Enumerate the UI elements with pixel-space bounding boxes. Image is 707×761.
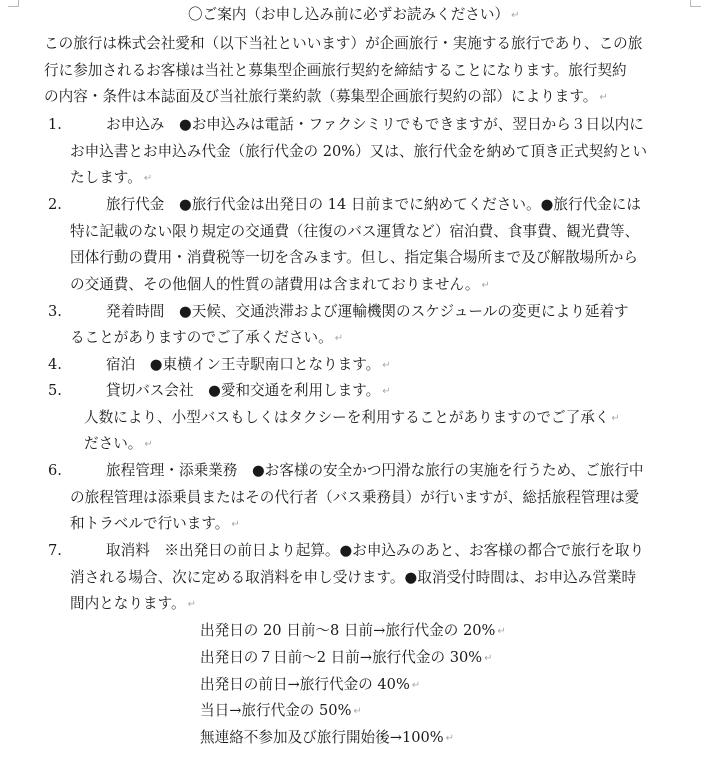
- paragraph-mark-icon: ↵: [481, 280, 490, 291]
- paragraph-mark-icon: ↵: [445, 733, 455, 744]
- list-item-line: [70, 594, 196, 614]
- item-text: 団体行動の費用・消費税等一切を含みます。但し、指定集合場所まで及び解散場所から: [70, 249, 638, 266]
- paragraph-mark-icon: ↵: [382, 386, 391, 397]
- paragraph-mark-icon: ↵: [353, 706, 362, 717]
- list-item-line: [106, 355, 391, 375]
- item-text: 貸切バス会社 ●愛和交通を利用します。: [106, 382, 381, 399]
- item-text: の交通費、その他個人的性質の諸費用は含まれておりません。: [70, 276, 480, 293]
- paragraph-mark-icon: ↵: [187, 599, 196, 610]
- list-item-line: [70, 514, 240, 534]
- list-item-number: 1.: [48, 116, 62, 133]
- intro-text: の内容・条件は本誌面及び当社旅行業約款（募集型企画旅行契約の部）によります。: [44, 88, 598, 105]
- intro-text: 行に参加されるお客様は当社と募集型企画旅行契約を締結することになります。旅行契約: [44, 62, 627, 79]
- item-text: の旅程管理は添乗員またはその代行者（バス乗務員）が行いますが、総括旅程管理は愛: [70, 489, 640, 506]
- item-text: お申込み ●お申込みは電話・ファクシミリでもできますが、翌日から３日以内に: [106, 116, 644, 133]
- item-text: ださい。: [84, 435, 143, 452]
- fee-text: 出発日の前日→旅行代金の 40%: [200, 676, 410, 693]
- paragraph-mark-icon: ↵: [144, 439, 153, 450]
- paragraph-mark-icon: ↵: [599, 92, 608, 103]
- item-text: 消される場合、次に定める取消料を申し受けます。●取消受付時間は、お申込み営業時: [70, 569, 637, 586]
- paragraph-mark-icon: ↵: [231, 519, 240, 530]
- cancellation-fee-line: [200, 701, 362, 721]
- list-item-number: 7.: [48, 542, 62, 559]
- paragraph-mark-icon: ↵: [611, 413, 620, 424]
- list-item-line: [70, 168, 152, 188]
- list-item-number: 2.: [48, 196, 62, 213]
- paragraph-mark-icon: ↵: [334, 333, 344, 344]
- title-text: 〇ご案内（お申し込み前に必ずお読みください）: [188, 6, 510, 23]
- list-item-line: [70, 142, 647, 162]
- list-item-line: [70, 248, 638, 268]
- item-text: 特に記載のない限り規定の交通費（往復のバス運賃など）宿泊費、食事費、観光費等、: [70, 223, 640, 240]
- paragraph-mark-icon: ↵: [511, 10, 520, 21]
- list-item-line: [106, 302, 629, 322]
- intro-line: [44, 34, 642, 54]
- item-text: 旅程管理・添乗業務 ●お客様の安全かつ円滑な旅行の実施を行うため、ご旅行中: [106, 462, 644, 479]
- cancellation-fee-line: [200, 648, 493, 668]
- item-text: 間内となります。: [70, 595, 186, 612]
- item-text: たします。: [70, 169, 142, 186]
- item-text: 取消料 ※出発日の前日より起算。●お申込みのあと、お客様の都合で旅行を取り: [106, 542, 645, 559]
- list-item-line: [84, 434, 153, 454]
- fee-text: 出発日の７日前～2 日前→旅行代金の 30%: [200, 649, 483, 666]
- cancellation-fee-line: [200, 621, 506, 641]
- paragraph-mark-icon: ↵: [411, 680, 421, 691]
- list-item-line: [84, 408, 620, 428]
- page-corner-mark-left: [8, 0, 19, 7]
- item-text: 宿泊 ●東横イン王寺駅南口となります。: [106, 356, 381, 373]
- list-item-line: [70, 222, 639, 242]
- list-item-line: [106, 541, 644, 561]
- item-text: ることがありますのでご了承ください。: [70, 329, 333, 346]
- list-item-line: [70, 568, 636, 588]
- list-item-number: 4.: [48, 356, 62, 373]
- intro-line: [44, 61, 627, 81]
- item-text: 発着時間 ●天候、交通渋滞および運輸機関のスケジュールの変更により延着す: [106, 303, 629, 320]
- list-item-line: [106, 381, 391, 401]
- item-text: お申込書とお申込み代金（旅行代金の 20%）又は、旅行代金を納めて頂き正式契約とい: [70, 143, 648, 160]
- list-item-number: 5.: [48, 382, 62, 399]
- cancellation-fee-line: [200, 675, 420, 695]
- paragraph-mark-icon: ↵: [497, 626, 506, 637]
- list-item-line: [106, 115, 644, 135]
- list-item-number: 3.: [48, 303, 62, 320]
- paragraph-mark-icon: ↵: [382, 360, 391, 371]
- fee-text: 無連絡不参加及び旅行開始後→100%: [200, 729, 444, 746]
- list-item-number: 6.: [48, 462, 62, 479]
- item-text: 人数により、小型バスもしくはタクシーを利用することがありますのでご了承く: [84, 409, 610, 426]
- intro-line: [44, 87, 608, 107]
- list-item-line: [70, 328, 343, 348]
- item-text: 和トラベルで行います。: [70, 515, 230, 532]
- cancellation-fee-line: [200, 728, 454, 748]
- list-item-line: [106, 461, 644, 481]
- intro-text: この旅行は株式会社愛和（以下当社といいます）が企画旅行・実施する旅行であり、この旅: [44, 35, 643, 52]
- document-title: [188, 5, 519, 25]
- list-item-line: [70, 275, 490, 295]
- fee-text: 出発日の 20 日前～8 日前→旅行代金の 20%: [200, 622, 496, 639]
- page-corner-mark-right: [690, 0, 701, 7]
- item-text: 旅行代金 ●旅行代金は出発日の 14 日前までに納めてください。●旅行代金には: [106, 196, 641, 213]
- fee-text: 当日→旅行代金の 50%: [200, 702, 352, 719]
- list-item-line: [70, 488, 639, 508]
- list-item-line: [106, 195, 641, 215]
- paragraph-mark-icon: ↵: [143, 173, 153, 184]
- paragraph-mark-icon: ↵: [484, 653, 493, 664]
